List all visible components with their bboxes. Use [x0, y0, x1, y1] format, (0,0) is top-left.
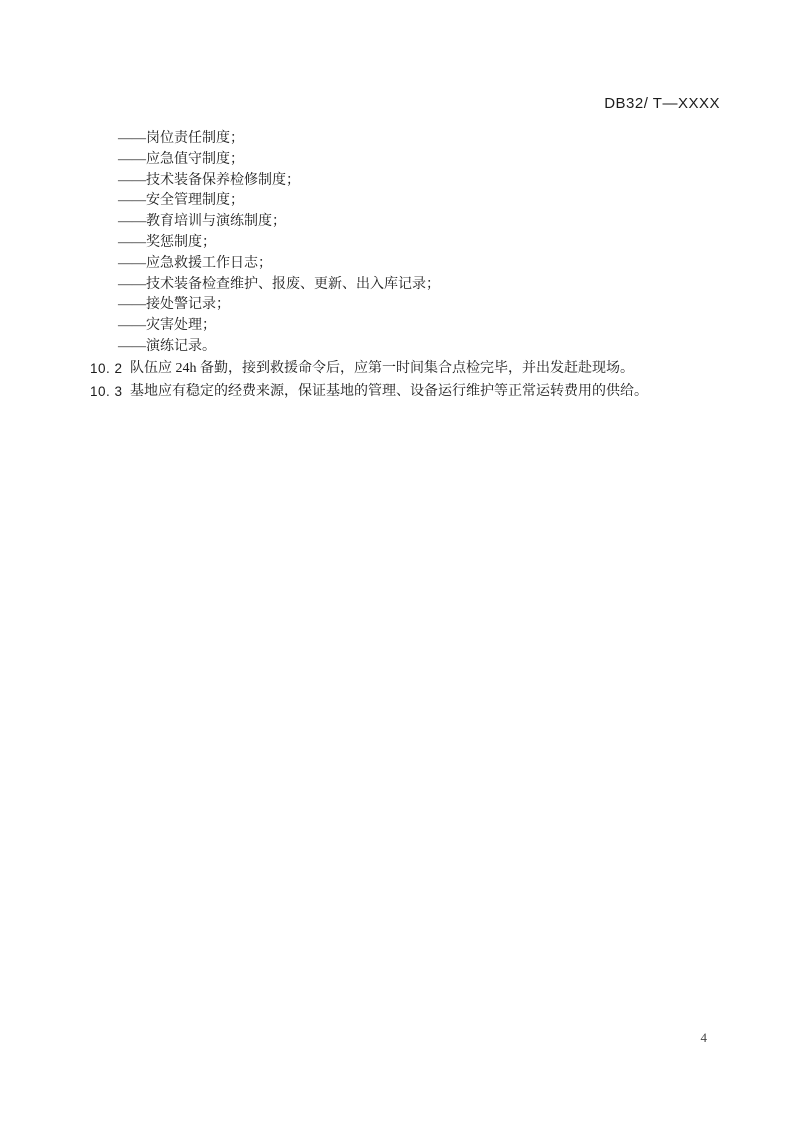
list-item: ——接处警记录； [118, 297, 230, 313]
list-item: ——技术装备保养检修制度； [118, 172, 300, 188]
clause-10-3 [90, 381, 710, 404]
list-item: ——奖惩制度； [118, 234, 216, 250]
clause-number: 10. 3 [90, 383, 123, 399]
page-number: 4 [700, 1030, 707, 1045]
document-body [90, 129, 710, 403]
list-item: ——技术装备检查维护、报废、更新、出入库记录； [118, 276, 440, 292]
list-item: ——演练记录。 [118, 338, 216, 354]
list-item: ——灾害处理； [118, 318, 216, 334]
institution-list [90, 129, 710, 358]
list-item: ——应急值守制度； [118, 151, 244, 167]
list-item: ——安全管理制度； [118, 193, 244, 209]
list-item: ——岗位责任制度； [118, 131, 244, 146]
clause-number: 10. 2 [90, 360, 123, 376]
list-item: ——教育培训与演练制度； [118, 214, 286, 230]
clause-10-2 [90, 358, 710, 381]
clause-text: 基地应有稳定的经费来源，保证基地的管理、设备运行维护等正常运转费用的供给。 [130, 383, 648, 399]
list-item: ——应急救援工作日志； [118, 255, 272, 271]
clause-text: 队伍应 24h 备勤，接到救援命令后，应第一时间集合点检完毕，并出发赶赴现场。 [130, 360, 634, 376]
document-code-header: DB32/ T—XXXX [604, 95, 720, 112]
